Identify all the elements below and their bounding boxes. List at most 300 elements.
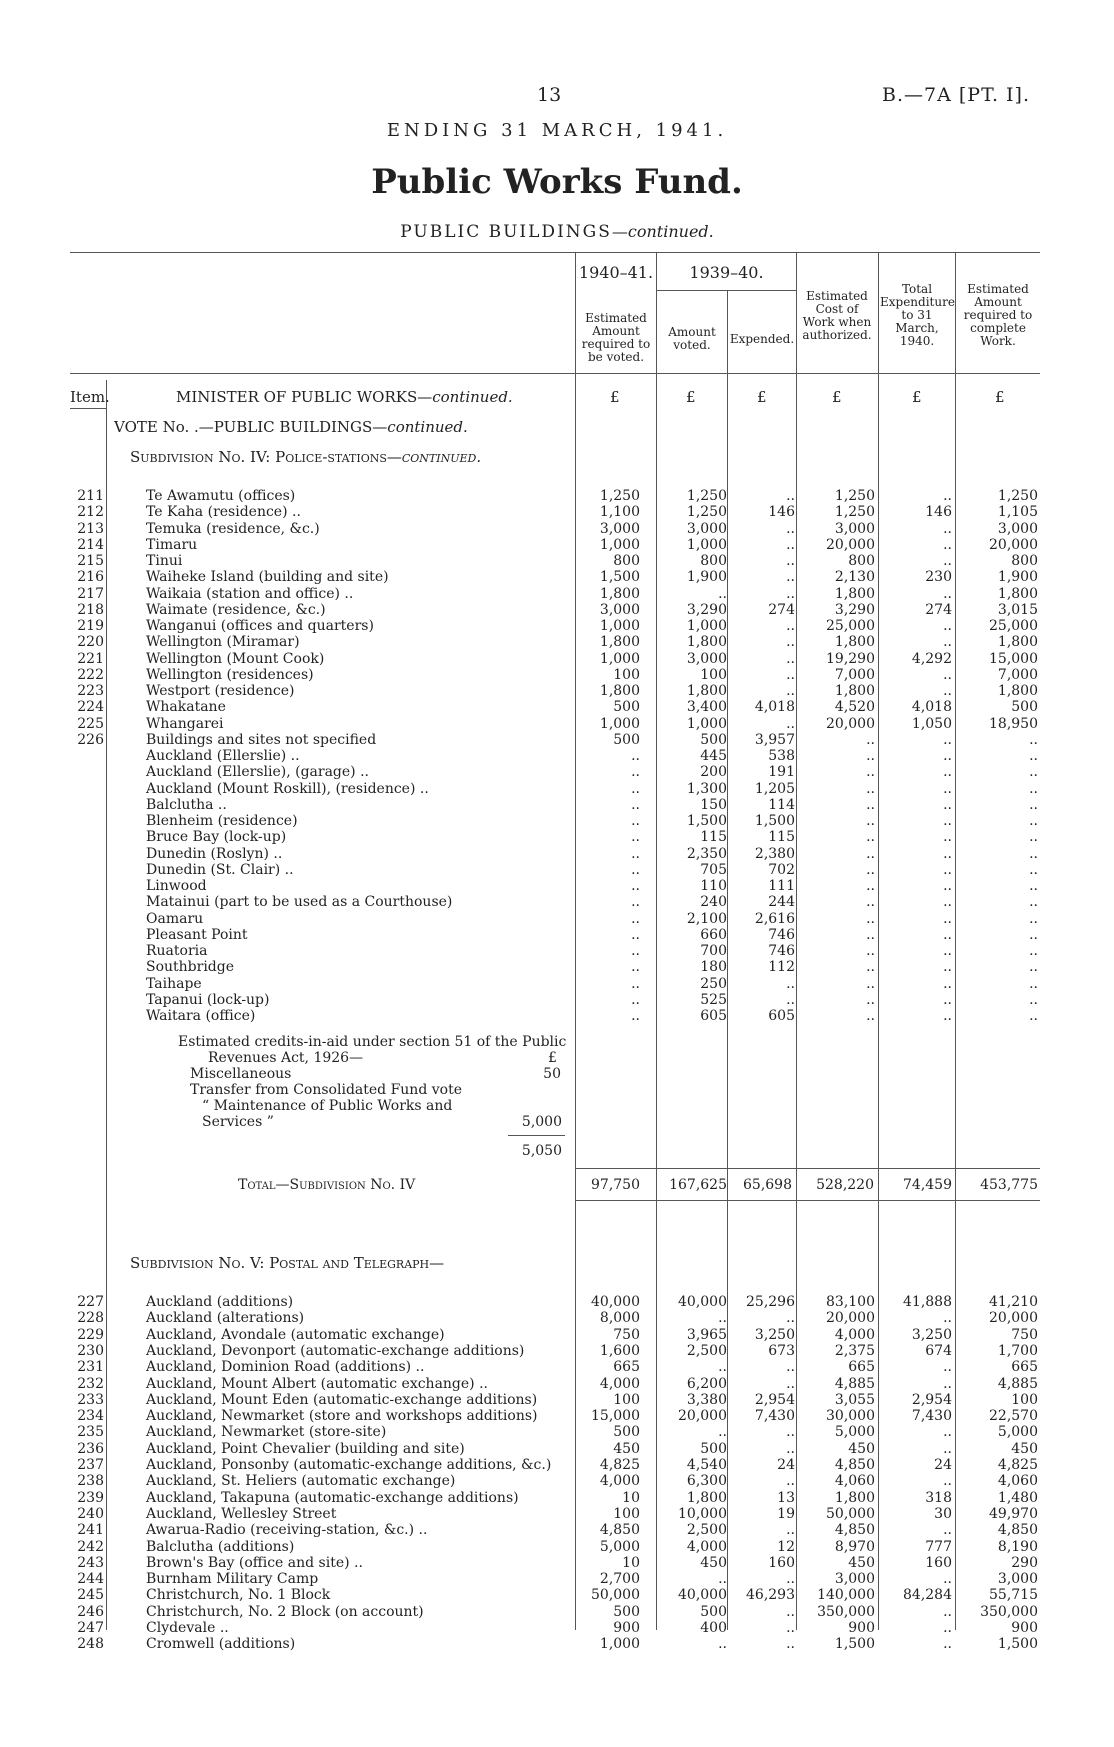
cell-value: .. xyxy=(786,1310,795,1327)
cell-value: .. xyxy=(943,748,952,764)
cell-value: 900 xyxy=(1011,1620,1038,1636)
cell-value: 140,000 xyxy=(817,1587,875,1604)
credits-sum-value: 5,050 xyxy=(521,1143,562,1159)
cell-value: 6,200 xyxy=(686,1375,727,1392)
cell-value: 20,000 xyxy=(989,1310,1038,1327)
cell-value: .. xyxy=(631,959,640,976)
cell-value: 100 xyxy=(700,666,727,683)
cell-value: 702 xyxy=(768,861,795,878)
cell-value: .. xyxy=(943,829,952,846)
table-row xyxy=(0,748,1114,764)
cell-value: .. xyxy=(631,943,640,959)
item-number: 247 xyxy=(77,1620,104,1636)
cell-value: 800 xyxy=(848,553,875,569)
cell-value: 2,954 xyxy=(911,1391,952,1408)
item-number: 231 xyxy=(77,1359,104,1376)
item-description: Tapanui (lock-up) xyxy=(146,991,270,1008)
cell-value: 1,300 xyxy=(686,780,727,797)
cell-value: .. xyxy=(631,1008,640,1024)
table-row xyxy=(0,569,1114,585)
cell-value: 2,700 xyxy=(599,1571,640,1588)
fund-title: Public Works Fund. xyxy=(371,162,743,202)
cell-value: 1,250 xyxy=(834,488,875,504)
cell-value: .. xyxy=(631,861,640,878)
item-description: Waitara (office) xyxy=(146,1008,256,1024)
table-row xyxy=(0,1522,1114,1538)
item-number: 220 xyxy=(77,634,104,651)
cell-value: .. xyxy=(943,975,952,992)
item-description: Te Awamutu (offices) xyxy=(146,488,296,504)
cell-value: 3,957 xyxy=(754,731,795,748)
item-description: Dunedin (St. Clair) .. xyxy=(146,861,294,878)
table-row xyxy=(0,1555,1114,1571)
cell-value: 18,950 xyxy=(989,715,1038,732)
cell-value: 100 xyxy=(613,1505,640,1522)
cell-value: 110 xyxy=(700,878,727,894)
item-description: Westport (residence) xyxy=(146,683,295,699)
header-est-cost: Estimated Cost of Work when authorized. xyxy=(802,289,872,342)
table-row xyxy=(0,1441,1114,1457)
table-row xyxy=(0,1620,1114,1636)
cell-value: 150 xyxy=(700,796,727,813)
cell-value: 1,500 xyxy=(686,813,727,829)
credits-pound: £ xyxy=(548,1050,557,1066)
cell-value: 20,000 xyxy=(826,715,875,732)
cell-value: 83,100 xyxy=(826,1294,875,1310)
credits-transfer: Services ” xyxy=(202,1114,274,1130)
cell-value: 1,100 xyxy=(599,504,640,521)
cell-value: 3,055 xyxy=(834,1391,875,1408)
cell-value: 4,000 xyxy=(834,1326,875,1343)
cell-value: .. xyxy=(1029,894,1038,911)
item-description: Blenheim (residence) xyxy=(146,813,298,829)
cell-value: 4,000 xyxy=(599,1375,640,1392)
cell-value: 7,000 xyxy=(997,666,1038,683)
item-description: Wanganui (offices and quarters) xyxy=(146,618,374,634)
item-number: 222 xyxy=(77,666,104,683)
item-number: 221 xyxy=(77,650,104,667)
cell-value: 705 xyxy=(700,861,727,878)
cell-value: .. xyxy=(866,829,875,846)
cell-value: .. xyxy=(786,1603,795,1620)
minister-heading: MINISTER OF PUBLIC WORKS—continued. xyxy=(176,388,513,406)
subdivision-iv-heading: Subdivision No. IV: Police-stations—continued. xyxy=(130,448,482,466)
cell-value: 674 xyxy=(925,1342,952,1359)
cell-value: 700 xyxy=(700,943,727,959)
cell-value: 3,290 xyxy=(686,601,727,618)
currency-symbol: £ xyxy=(686,388,696,406)
item-description: Pleasant Point xyxy=(146,926,248,943)
cell-value: .. xyxy=(786,1522,795,1539)
cell-value: 1,800 xyxy=(686,683,727,699)
cell-value: .. xyxy=(786,1375,795,1392)
item-description: Balclutha .. xyxy=(146,796,227,813)
cell-value: 25,000 xyxy=(826,618,875,634)
cell-value: 3,400 xyxy=(686,699,727,716)
cell-value: .. xyxy=(786,1359,795,1376)
cell-value: 146 xyxy=(925,504,952,521)
item-number: 211 xyxy=(77,488,104,504)
cell-value: 500 xyxy=(700,731,727,748)
cell-value: 4,060 xyxy=(997,1473,1038,1490)
cell-value: 20,000 xyxy=(678,1408,727,1425)
cell-value: 1,800 xyxy=(834,1489,875,1506)
cell-value: 13 xyxy=(777,1489,795,1506)
table-row xyxy=(0,829,1114,845)
cell-value: 19 xyxy=(777,1505,795,1522)
cell-value: 46,293 xyxy=(746,1587,795,1604)
cell-value: .. xyxy=(786,569,795,586)
table-row xyxy=(0,992,1114,1008)
item-number: 234 xyxy=(77,1408,104,1425)
cell-value: .. xyxy=(943,553,952,569)
cell-value: 1,500 xyxy=(997,1636,1038,1653)
item-description: Awarua-Radio (receiving-station, &c.) .. xyxy=(146,1522,428,1539)
cell-value: .. xyxy=(866,748,875,764)
cell-value: 450 xyxy=(848,1554,875,1571)
cell-value: .. xyxy=(1029,878,1038,894)
cell-value: 4,885 xyxy=(834,1375,875,1392)
item-number: 242 xyxy=(77,1538,104,1555)
cell-value: .. xyxy=(943,894,952,911)
cell-value: 5,000 xyxy=(599,1538,640,1555)
item-number: 224 xyxy=(77,699,104,716)
cell-value: .. xyxy=(943,618,952,634)
cell-value: 2,130 xyxy=(834,569,875,586)
cell-value: 40,000 xyxy=(591,1294,640,1310)
cell-value: 41,210 xyxy=(989,1294,1038,1310)
cell-value: 1,000 xyxy=(599,536,640,553)
table-row xyxy=(0,797,1114,813)
item-description: Wellington (residences) xyxy=(146,666,314,683)
cell-value: 500 xyxy=(613,699,640,716)
cell-value: 10 xyxy=(622,1554,640,1571)
cell-value: 4,018 xyxy=(911,699,952,716)
cell-value: .. xyxy=(631,991,640,1008)
cell-value: .. xyxy=(786,1571,795,1588)
cell-value: .. xyxy=(631,894,640,911)
cell-value: .. xyxy=(866,926,875,943)
cell-value: 2,616 xyxy=(754,910,795,927)
cell-value: 146 xyxy=(768,504,795,521)
cell-value: .. xyxy=(943,1473,952,1490)
credits-transfer: Transfer from Consolidated Fund vote xyxy=(190,1082,462,1098)
item-number: 227 xyxy=(77,1294,104,1310)
cell-value: .. xyxy=(943,926,952,943)
cell-value: .. xyxy=(943,991,952,1008)
table-row xyxy=(0,1539,1114,1555)
cell-value: 500 xyxy=(700,1603,727,1620)
cell-value: .. xyxy=(943,1008,952,1024)
page-number: 13 xyxy=(537,84,562,106)
cell-value: .. xyxy=(866,975,875,992)
cell-value: 4,000 xyxy=(599,1473,640,1490)
item-description: Auckland, Point Chevalier (building and site) xyxy=(146,1440,465,1457)
cell-value: .. xyxy=(866,861,875,878)
table-row xyxy=(0,1473,1114,1489)
cell-value: .. xyxy=(786,618,795,634)
cell-value: 4,850 xyxy=(834,1522,875,1539)
table-row xyxy=(0,927,1114,943)
cell-value: 318 xyxy=(925,1489,952,1506)
item-number: 213 xyxy=(77,520,104,537)
item-description: Auckland, Devonport (automatic-exchange additions) xyxy=(146,1342,525,1359)
item-description: Southbridge xyxy=(146,959,235,976)
cell-value: .. xyxy=(631,829,640,846)
cell-value: .. xyxy=(943,1603,952,1620)
table-row xyxy=(0,586,1114,602)
cell-value: .. xyxy=(943,520,952,537)
item-number: 246 xyxy=(77,1603,104,1620)
item-description: Oamaru xyxy=(146,910,204,927)
item-description: Auckland, Dominion Road (additions) .. xyxy=(146,1359,425,1376)
cell-value: 350,000 xyxy=(817,1603,875,1620)
cell-value: .. xyxy=(1029,943,1038,959)
cell-value: 100 xyxy=(1011,1391,1038,1408)
cell-value: 1,250 xyxy=(686,504,727,521)
cell-value: 900 xyxy=(613,1620,640,1636)
cell-value: 24 xyxy=(777,1457,795,1473)
cell-value: 40,000 xyxy=(678,1294,727,1310)
cell-value: 244 xyxy=(768,894,795,911)
cell-value: 2,500 xyxy=(686,1342,727,1359)
cell-value: .. xyxy=(786,1424,795,1441)
cell-value: 6,300 xyxy=(686,1473,727,1490)
item-description: Linwood xyxy=(146,878,207,894)
table-row xyxy=(0,618,1114,634)
cell-value: 3,015 xyxy=(997,601,1038,618)
cell-value: 22,570 xyxy=(989,1408,1038,1425)
cell-value: 1,000 xyxy=(599,715,640,732)
cell-value: 4,850 xyxy=(599,1522,640,1539)
cell-value: 49,970 xyxy=(989,1505,1038,1522)
cell-value: .. xyxy=(866,878,875,894)
cell-value: .. xyxy=(866,813,875,829)
cell-value: 1,800 xyxy=(599,683,640,699)
cell-value: 1,800 xyxy=(686,634,727,651)
item-description: Auckland, St. Heliers (automatic exchange) xyxy=(146,1473,456,1490)
table-row xyxy=(0,1571,1114,1587)
year-span-rule xyxy=(656,290,796,291)
cell-value: 4,000 xyxy=(686,1538,727,1555)
item-description: Timaru xyxy=(146,536,198,553)
cell-value: 400 xyxy=(700,1620,727,1636)
vote-heading: VOTE No. .—PUBLIC BUILDINGS—continued. xyxy=(114,418,468,436)
header-total-expenditure: Total Expenditure to 31 March, 1940. xyxy=(880,282,955,348)
cell-value: .. xyxy=(1029,731,1038,748)
cell-value: 1,800 xyxy=(997,585,1038,602)
item-description: Auckland (Ellerslie), (garage) .. xyxy=(146,764,369,781)
table-row xyxy=(0,976,1114,992)
cell-value: .. xyxy=(786,520,795,537)
currency-symbol: £ xyxy=(832,388,842,406)
cell-value: .. xyxy=(1029,796,1038,813)
table-row xyxy=(0,1587,1114,1603)
cell-value: 2,100 xyxy=(686,910,727,927)
table-row xyxy=(0,846,1114,862)
cell-value: 41,888 xyxy=(903,1294,952,1310)
item-description: Temuka (residence, &c.) xyxy=(146,520,320,537)
item-number: 228 xyxy=(77,1310,104,1327)
item-description: Auckland, Ponsonby (automatic-exchange additions, &c.) xyxy=(146,1457,552,1473)
cell-value: .. xyxy=(1029,910,1038,927)
cell-value: 2,500 xyxy=(686,1522,727,1539)
item-number: 233 xyxy=(77,1391,104,1408)
cell-value: .. xyxy=(943,731,952,748)
cell-value: .. xyxy=(718,1310,727,1327)
cell-value: 605 xyxy=(768,1008,795,1024)
item-description: Whakatane xyxy=(146,699,226,716)
item-description: Auckland, Newmarket (store and workshops additions) xyxy=(146,1408,538,1425)
table-row xyxy=(0,1327,1114,1343)
header-expended: Expended. xyxy=(729,332,795,346)
header-est-complete: Estimated Amount required to complete Work. xyxy=(963,282,1033,348)
item-label: Item. xyxy=(70,388,110,406)
cell-value: .. xyxy=(631,926,640,943)
cell-value: 15,000 xyxy=(591,1408,640,1425)
item-description: Cromwell (additions) xyxy=(146,1636,296,1653)
item-number: 218 xyxy=(77,601,104,618)
subdivision-v-heading: Subdivision No. V: Postal and Telegraph— xyxy=(130,1254,445,1272)
table-row xyxy=(0,553,1114,569)
cell-value: 8,000 xyxy=(599,1310,640,1327)
cell-value: 3,250 xyxy=(754,1326,795,1343)
cell-value: 10,000 xyxy=(678,1505,727,1522)
item-number: 245 xyxy=(77,1587,104,1604)
cell-value: 665 xyxy=(848,1359,875,1376)
item-description: Auckland, Mount Eden (automatic-exchange additions) xyxy=(146,1391,538,1408)
period-heading: ENDING 31 MARCH, 1941. xyxy=(386,120,728,141)
item-description: Burnham Military Camp xyxy=(146,1571,319,1588)
table-row xyxy=(0,504,1114,520)
header-bottom-rule xyxy=(70,373,1040,374)
cell-value: 20,000 xyxy=(826,536,875,553)
cell-value: .. xyxy=(631,796,640,813)
cell-value: .. xyxy=(718,1636,727,1653)
cell-value: .. xyxy=(943,780,952,797)
document-reference: B.—7A [PT. I]. xyxy=(882,84,1030,106)
item-description: Waiheke Island (building and site) xyxy=(146,569,389,586)
cell-value: 20,000 xyxy=(989,536,1038,553)
item-description: Te Kaha (residence) .. xyxy=(146,504,301,521)
cell-value: 15,000 xyxy=(989,650,1038,667)
table-row xyxy=(0,1392,1114,1408)
cell-value: 112 xyxy=(768,959,795,976)
cell-value: 1,800 xyxy=(997,683,1038,699)
cell-value: 25,296 xyxy=(746,1294,795,1310)
item-number: 214 xyxy=(77,536,104,553)
cell-value: .. xyxy=(943,1375,952,1392)
cell-value: .. xyxy=(786,634,795,651)
cell-value: 605 xyxy=(700,1008,727,1024)
item-description: Brown's Bay (office and site) .. xyxy=(146,1554,363,1571)
item-description: Christchurch, No. 1 Block xyxy=(146,1587,331,1604)
item-number: 236 xyxy=(77,1440,104,1457)
currency-symbol: £ xyxy=(995,388,1005,406)
cell-value: 1,250 xyxy=(997,488,1038,504)
total-value: 97,750 xyxy=(591,1177,640,1193)
cell-value: 4,540 xyxy=(686,1457,727,1473)
cell-value: 1,800 xyxy=(599,585,640,602)
cell-value: .. xyxy=(1029,926,1038,943)
cell-value: 1,500 xyxy=(754,813,795,829)
item-number: 235 xyxy=(77,1424,104,1441)
cell-value: 3,000 xyxy=(997,1571,1038,1588)
cell-value: 3,000 xyxy=(834,520,875,537)
cell-value: 450 xyxy=(848,1440,875,1457)
cell-value: 1,500 xyxy=(834,1636,875,1653)
cell-value: .. xyxy=(1029,861,1038,878)
header-1940-41: 1940–41. xyxy=(578,263,654,282)
item-number: 239 xyxy=(77,1489,104,1506)
cell-value: 800 xyxy=(1011,553,1038,569)
cell-value: 1,800 xyxy=(686,1489,727,1506)
total-value: 528,220 xyxy=(816,1177,874,1193)
item-number: 248 xyxy=(77,1636,104,1653)
cell-value: 500 xyxy=(1011,699,1038,716)
cell-value: 3,290 xyxy=(834,601,875,618)
item-number: 226 xyxy=(77,731,104,748)
cell-value: .. xyxy=(718,1571,727,1588)
cell-value: 100 xyxy=(613,1391,640,1408)
cell-value: 1,800 xyxy=(997,634,1038,651)
item-description: Taihape xyxy=(146,975,202,992)
total-value: 74,459 xyxy=(903,1177,952,1193)
cell-value: 180 xyxy=(700,959,727,976)
cell-value: 1,800 xyxy=(834,585,875,602)
cell-value: 538 xyxy=(768,748,795,764)
cell-value: 7,430 xyxy=(911,1408,952,1425)
table-row xyxy=(0,878,1114,894)
cell-value: 1,000 xyxy=(686,618,727,634)
cell-value: .. xyxy=(718,1359,727,1376)
item-number: 237 xyxy=(77,1457,104,1473)
cell-value: 500 xyxy=(700,1440,727,1457)
cell-value: .. xyxy=(866,894,875,911)
cell-value: .. xyxy=(943,878,952,894)
cell-value: 4,825 xyxy=(997,1457,1038,1473)
cell-value: 500 xyxy=(613,1424,640,1441)
cell-value: 1,205 xyxy=(754,780,795,797)
cell-value: .. xyxy=(866,796,875,813)
cell-value: .. xyxy=(866,731,875,748)
cell-value: 1,700 xyxy=(997,1342,1038,1359)
cell-value: 1,050 xyxy=(911,715,952,732)
cell-value: 665 xyxy=(613,1359,640,1376)
cell-value: 750 xyxy=(613,1326,640,1343)
table-row xyxy=(0,602,1114,618)
cell-value: .. xyxy=(943,796,952,813)
cell-value: 230 xyxy=(925,569,952,586)
cell-value: 777 xyxy=(925,1538,952,1555)
cell-value: .. xyxy=(866,780,875,797)
item-number: 238 xyxy=(77,1473,104,1490)
cell-value: 115 xyxy=(700,829,727,846)
cell-value: 1,250 xyxy=(599,488,640,504)
cell-value: 24 xyxy=(934,1457,952,1473)
cell-value: 3,000 xyxy=(686,520,727,537)
cell-value: 665 xyxy=(1011,1359,1038,1376)
cell-value: 1,900 xyxy=(686,569,727,586)
credits-sum-rule xyxy=(508,1135,565,1136)
cell-value: .. xyxy=(866,910,875,927)
cell-value: .. xyxy=(786,666,795,683)
cell-value: .. xyxy=(631,780,640,797)
item-description: Auckland (alterations) xyxy=(146,1310,305,1327)
table-row xyxy=(0,862,1114,878)
cell-value: .. xyxy=(943,959,952,976)
total-label: Total—Subdivision No. IV xyxy=(238,1177,416,1193)
